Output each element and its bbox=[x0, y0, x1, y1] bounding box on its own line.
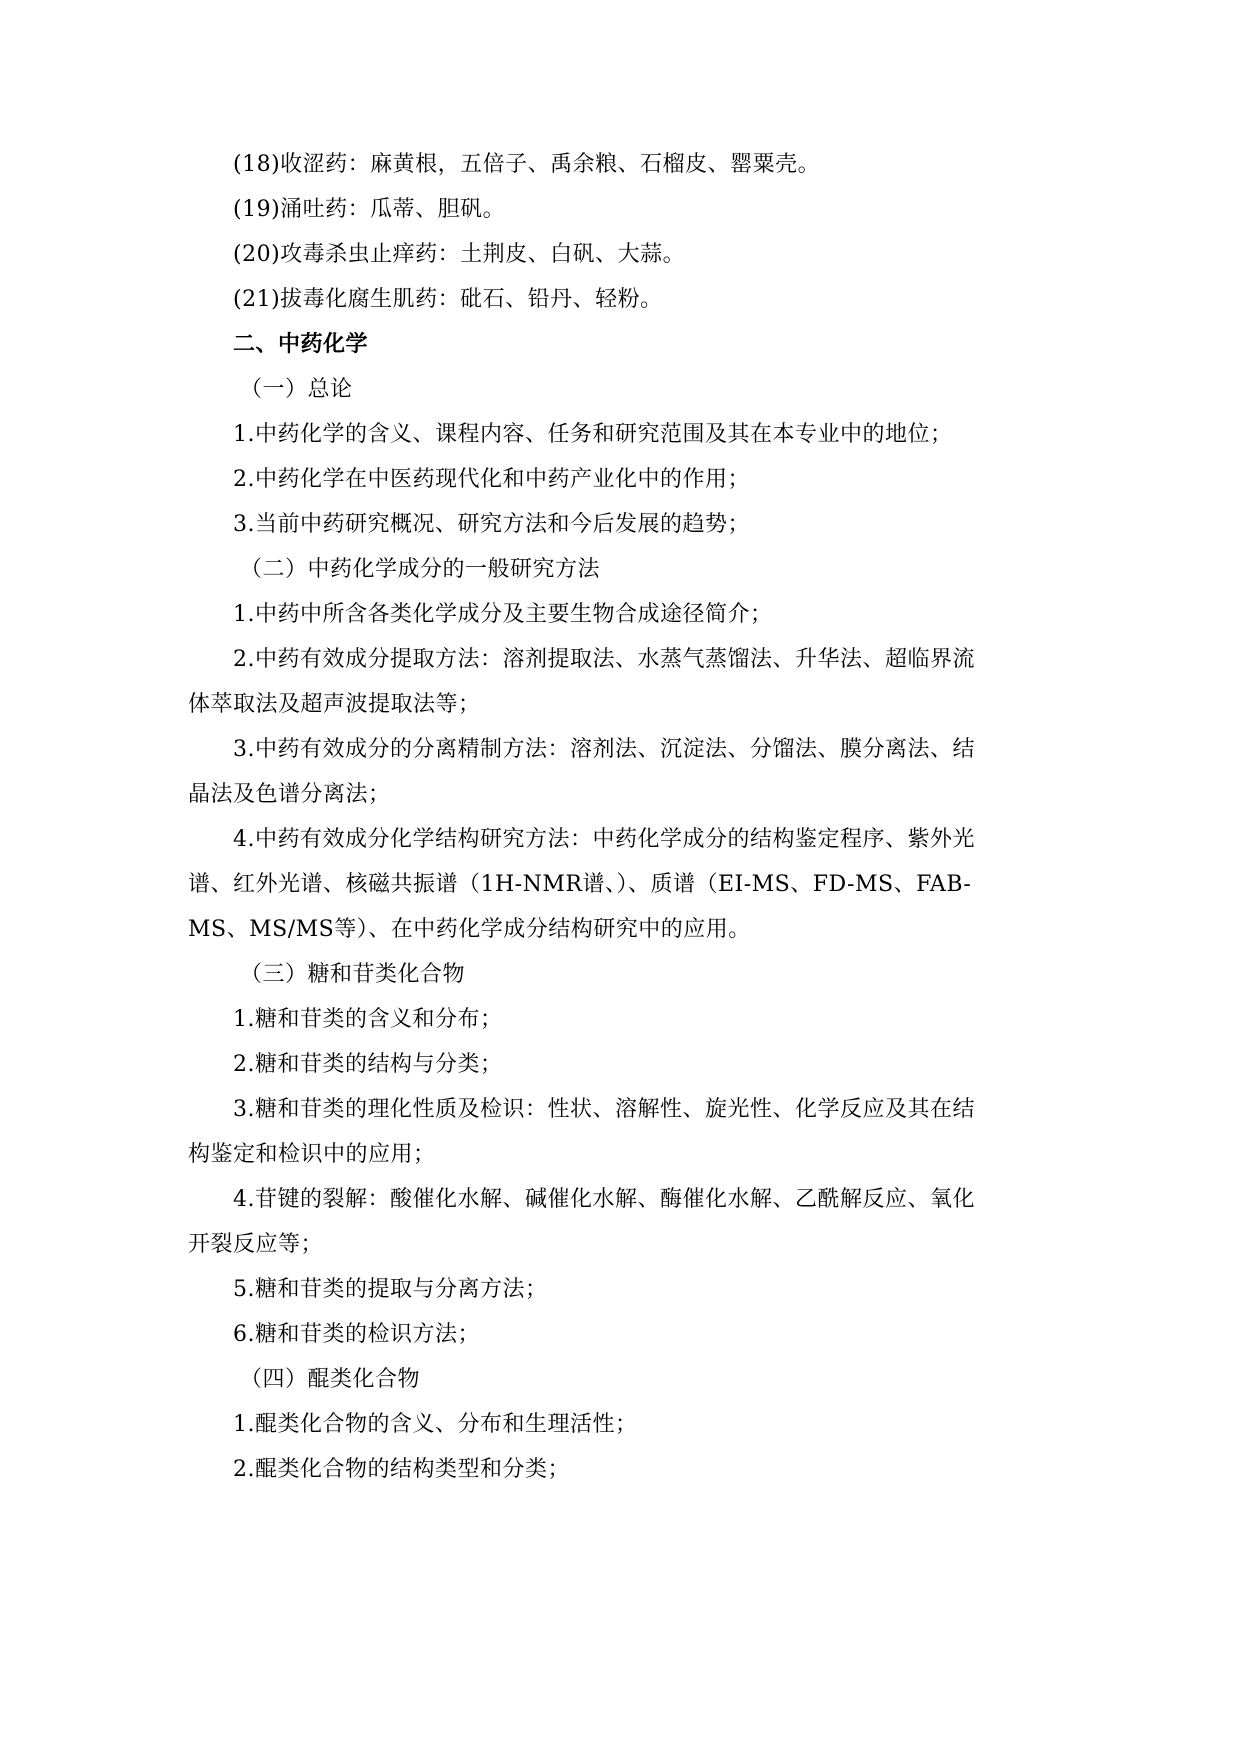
list-item-astringent-herbs: (18)收涩药：麻黄根，五倍子、禹余粮、石榴皮、罂粟壳。 bbox=[233, 152, 821, 177]
list-item-continuation: 体萃取法及超声波提取法等； bbox=[188, 692, 481, 717]
list-item-continuation: MS、MS/MS等）、在中药化学成分结构研究中的应用。 bbox=[188, 917, 751, 942]
section-heading-tcm-chemistry: 二、中药化学 bbox=[233, 332, 369, 357]
list-item: 3.糖和苷类的理化性质及检识：性状、溶解性、旋光性、化学反应及其在结 bbox=[233, 1097, 975, 1122]
list-item: 4.中药有效成分化学结构研究方法：中药化学成分的结构鉴定程序、紫外光 bbox=[233, 827, 975, 852]
subsection-heading-overview: （一）总论 bbox=[240, 377, 353, 402]
list-item-continuation: 谱、红外光谱、核磁共振谱（1H-NMR谱、）、质谱（EI-MS、FD-MS、FAB- bbox=[188, 872, 972, 897]
subsection-heading-glycosides: （三）糖和苷类化合物 bbox=[240, 962, 466, 987]
list-item: 3.中药有效成分的分离精制方法：溶剂法、沉淀法、分馏法、膜分离法、结 bbox=[233, 737, 975, 762]
list-item: 4.苷键的裂解：酸催化水解、碱催化水解、酶催化水解、乙酰解反应、氧化 bbox=[233, 1187, 975, 1212]
list-item: 1.中药中所含各类化学成分及主要生物合成途径简介； bbox=[233, 602, 773, 627]
list-item: 2.中药化学在中医药现代化和中药产业化中的作用； bbox=[233, 467, 750, 492]
list-item-antiparasitic-herbs: (20)攻毒杀虫止痒药：土荆皮、白矾、大蒜。 bbox=[233, 242, 686, 267]
list-item: 1.醌类化合物的含义、分布和生理活性； bbox=[233, 1412, 638, 1437]
list-item-continuation: 晶法及色谱分离法； bbox=[188, 782, 391, 807]
list-item-continuation: 开裂反应等； bbox=[188, 1232, 324, 1257]
list-item-emetic-herbs: (19)涌吐药：瓜蒂、胆矾。 bbox=[233, 197, 506, 222]
list-item: 5.糖和苷类的提取与分离方法； bbox=[233, 1277, 548, 1302]
list-item: 1.中药化学的含义、课程内容、任务和研究范围及其在本专业中的地位； bbox=[233, 422, 953, 447]
list-item: 2.糖和苷类的结构与分类； bbox=[233, 1052, 503, 1077]
list-item-detox-herbs: (21)拔毒化腐生肌药：砒石、铅丹、轻粉。 bbox=[233, 287, 663, 312]
list-item: 2.中药有效成分提取方法：溶剂提取法、水蒸气蒸馏法、升华法、超临界流 bbox=[233, 647, 975, 672]
subsection-heading-quinones: （四）醌类化合物 bbox=[240, 1367, 421, 1392]
list-item: 3.当前中药研究概况、研究方法和今后发展的趋势； bbox=[233, 512, 750, 537]
list-item: 2.醌类化合物的结构类型和分类； bbox=[233, 1457, 570, 1482]
list-item: 6.糖和苷类的检识方法； bbox=[233, 1322, 480, 1347]
list-item: 1.糖和苷类的含义和分布； bbox=[233, 1007, 503, 1032]
list-item-continuation: 构鉴定和检识中的应用； bbox=[188, 1142, 436, 1167]
subsection-heading-research-methods: （二）中药化学成分的一般研究方法 bbox=[240, 557, 601, 582]
